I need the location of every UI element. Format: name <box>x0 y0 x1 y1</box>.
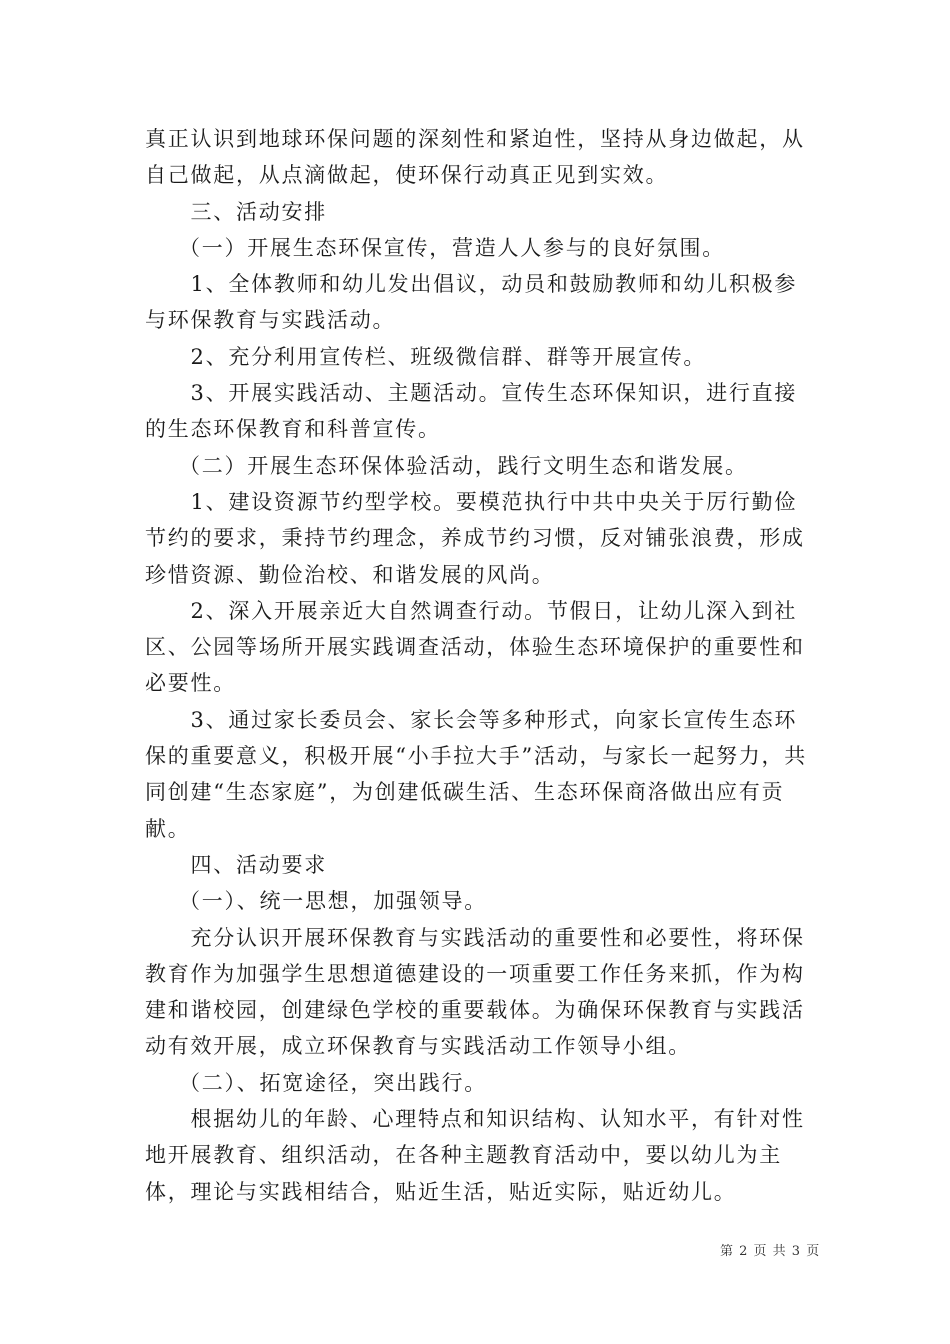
paragraph-continuation: 真正认识到地球环保问题的深刻性和紧迫性，坚持从身边做起，从自己做起，从点滴做起，使环保行动真正见到实效。 <box>145 127 805 188</box>
paragraph: 3、通过家长委员会、家长会等多种形式，向家长宣传生态环保的重要意义，积极开展“小手拉大手”活动，与家长一起努力，共同创建“生态家庭”，为创建低碳生活、生态环保商洛做出应有贡献。 <box>145 707 807 841</box>
paragraph: 2、深入开展亲近大自然调查行动。节假日，让幼儿深入到社区、公园等场所开展实践调查活动，体验生态环境保护的重要性和必要性。 <box>145 598 805 696</box>
paragraph: 1、全体教师和幼儿发出倡议，动员和鼓励教师和幼儿积极参与环保教育与实践活动。 <box>145 272 798 333</box>
paragraph: 根据幼儿的年龄、心理特点和知识结构、认知水平，有针对性地开展教育、组织活动，在各种主题教育活动中，要以幼儿为主体，理论与实践相结合，贴近生活，贴近实际，贴近幼儿。 <box>145 1107 805 1204</box>
subsection-heading: （一）、统一思想，加强领导。 <box>179 889 487 914</box>
subsection-heading: （二）、拓宽途径，突出践行。 <box>179 1070 487 1095</box>
subsection-heading: （一）开展生态环保宣传，营造人人参与的良好氛围。 <box>179 235 725 260</box>
section-heading-4: 四、活动要求 <box>190 852 327 877</box>
subsection-heading: （二）开展生态环保体验活动，践行文明生态和谐发展。 <box>179 453 748 478</box>
paragraph: 1、建设资源节约型学校。要模范执行中共中央关于厉行勤俭节约的要求，秉持节约理念，养成节约习惯，反对铺张浪费，形成珍惜资源、勤俭治校、和谐发展的风尚。 <box>145 489 805 587</box>
paragraph: 3、开展实践活动、主题活动。宣传生态环保知识，进行直接的生态环保教育和科普宣传。 <box>145 381 798 442</box>
section-heading-3: 三、活动安排 <box>190 199 327 224</box>
paragraph: 充分认识开展环保教育与实践活动的重要性和必要性，将环保教育作为加强学生思想道德建设的一项重要工作任务来抓，作为构建和谐校园，创建绿色学校的重要载体。为确保环保教育与实践活动有效开展，成立环保教育与实践活动工作领导小组。 <box>145 925 805 1059</box>
paragraph: 2、充分利用宣传栏、班级微信群、群等开展宣传。 <box>190 344 707 369</box>
document-body <box>145 121 809 1210</box>
page-number-footer: 第 2 页 共 3 页 <box>720 1244 821 1259</box>
